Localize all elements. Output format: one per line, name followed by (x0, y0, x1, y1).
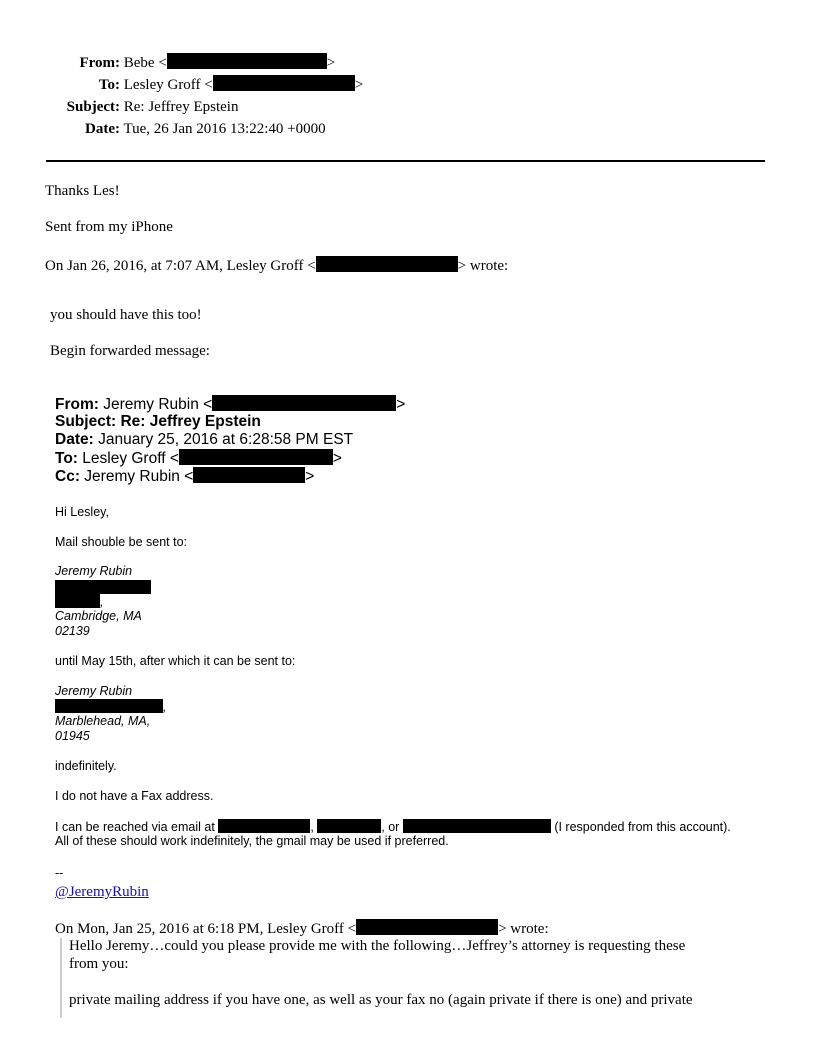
address2-line (55, 699, 166, 715)
message-nofax: I do not have a Fax address. (55, 789, 214, 803)
reach-sep-2: , or (381, 820, 400, 834)
redaction-block (179, 449, 333, 465)
header-subject-row (0, 96, 238, 118)
redaction-block (167, 53, 327, 69)
address1-zip: 02139 (55, 624, 90, 638)
redaction-block (317, 819, 381, 833)
from-value: Bebe < (123, 55, 167, 71)
quote-intro-start: On Jan 26, 2016, at 7:07 AM, Lesley Groff < (45, 258, 316, 274)
quoted-line-2: from you: (69, 956, 129, 972)
fwd-to-end: > (332, 450, 342, 467)
header-from-row (0, 52, 335, 74)
quoted-line-1: Hello Jeremy…could you please provide me with the following…Jeffrey’s attorney is requesting these (69, 938, 686, 954)
forwarded-from-row (55, 395, 405, 414)
from-end: > (326, 55, 336, 71)
date-label: Date: (85, 121, 120, 137)
reach-end: (I responded from this account). (554, 820, 731, 834)
subject-value: Re: Jeffrey Epstein (123, 99, 239, 115)
reply-line-1: Thanks Les! (45, 183, 120, 199)
redaction-block (213, 75, 355, 91)
to-label: To: (98, 77, 120, 93)
redaction-block (55, 580, 151, 594)
fwd-to-label: To: (55, 450, 78, 467)
quoted-intro-start: On Mon, Jan 25, 2016 at 6:18 PM, Lesley Groff < (55, 921, 357, 937)
quote-intro-end: > wrote: (457, 258, 509, 274)
forward-note-line-1: you should have this too! (50, 307, 202, 323)
signature-dash: -- (55, 866, 64, 880)
fwd-from-label: From: (55, 396, 99, 413)
message-mail-intro: Mail shouble be sent to: (55, 535, 188, 549)
reply-line-2: Sent from my iPhone (45, 219, 173, 235)
header-date-row (0, 118, 326, 140)
message-until: until May 15th, after which it can be sent to: (55, 654, 296, 668)
subject-label: Subject: (66, 99, 120, 115)
fwd-from-value: Jeremy Rubin < (103, 396, 213, 413)
quote-bar (60, 938, 62, 1018)
message-indefinitely: indefinitely. (55, 759, 117, 773)
message-reach-line (55, 819, 731, 835)
fwd-cc-value: Jeremy Rubin < (84, 468, 194, 485)
reply-quote-intro (45, 256, 508, 275)
fwd-to-value: Lesley Groff < (82, 450, 179, 467)
from-label: From: (79, 55, 120, 71)
address2-zip: 01945 (55, 729, 90, 743)
quoted-line-3: private mailing address if you have one, as well as your fax no (again private if there is one) and private (69, 992, 693, 1008)
message-greeting: Hi Lesley, (55, 505, 109, 519)
address2-city: Marblehead, MA, (55, 714, 151, 728)
fwd-subject-value: Re: Jeffrey Epstein (120, 413, 261, 430)
header-to-row (0, 74, 363, 96)
fwd-date-label: Date: (55, 431, 94, 448)
to-end: > (354, 77, 364, 93)
signature-link[interactable] (55, 883, 149, 901)
forwarded-date-row (55, 431, 353, 449)
redaction-block (218, 819, 310, 833)
header-divider (46, 160, 765, 162)
fwd-from-end: > (396, 396, 406, 413)
forward-note-line-2: Begin forwarded message: (50, 343, 210, 359)
address1-comma: , (100, 595, 104, 609)
forwarded-to-row (55, 449, 342, 468)
redaction-block (193, 467, 305, 483)
address1-name: Jeremy Rubin (55, 564, 133, 578)
twitter-handle-link[interactable]: @JeremyRubin (55, 884, 149, 900)
message-reach-line-2: All of these should work indefinitely, the gmail may be used if preferred. (55, 834, 449, 848)
redaction-block (403, 819, 551, 833)
quoted-intro-end: > wrote: (498, 921, 549, 937)
redaction-block (212, 395, 396, 411)
redaction-block (55, 699, 163, 713)
forwarded-cc-row (55, 467, 314, 486)
date-value: Tue, 26 Jan 2016 13:22:40 +0000 (123, 121, 326, 137)
quoted-intro (55, 919, 549, 938)
redaction-block (356, 919, 498, 935)
address2-comma: , (163, 700, 167, 714)
address2-name: Jeremy Rubin (55, 684, 133, 698)
address1-city: Cambridge, MA (55, 609, 142, 623)
fwd-cc-end: > (305, 468, 315, 485)
to-value: Lesley Groff < (123, 77, 213, 93)
redaction-block (55, 594, 100, 608)
forwarded-subject-row (55, 413, 261, 431)
reach-start: I can be reached via email at (55, 820, 215, 834)
address1-line (55, 594, 103, 610)
redaction-block (316, 256, 458, 272)
fwd-cc-label: Cc: (55, 468, 80, 485)
reach-sep-1: , (310, 820, 314, 834)
fwd-subject-label: Subject: (55, 413, 117, 430)
fwd-date-value: January 25, 2016 at 6:28:58 PM EST (98, 431, 354, 448)
